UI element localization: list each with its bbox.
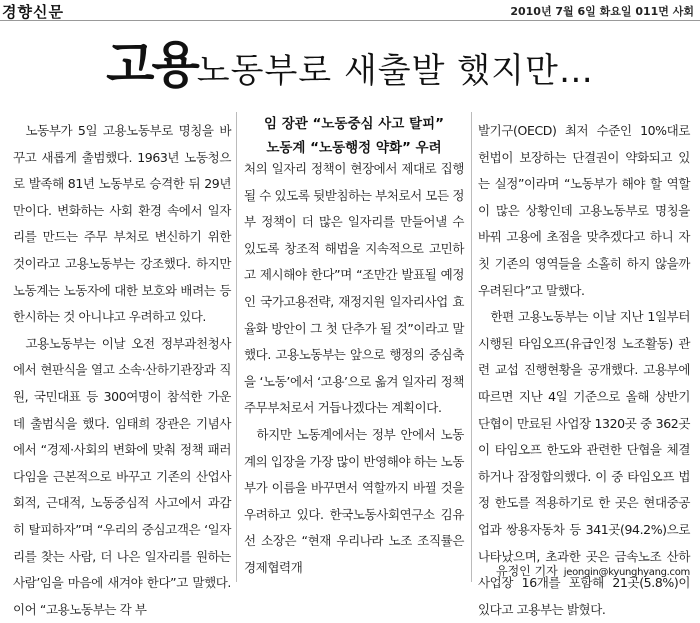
reporter-email: jeongin@kyunghyang.com — [563, 567, 690, 578]
article-column-3 — [478, 118, 690, 617]
top-bar — [0, 0, 700, 21]
subheadline-line-2: 노동계 “노동행정 약화” 우려 — [266, 140, 442, 156]
paragraph: 하지만 노동계에서는 정부 안에서 노동계의 입장을 가장 많이 반영해야 하는 노동부가 이름을 바꾸면서 역할까지 바뀔 것을 우려하고 있다. 한국노동사회연구소 김유선 소장은 “현재 우리나라 노조 조직률은 경제협력개 — [244, 426, 464, 575]
paragraph: 발기구(OECD) 최저 수준인 10%대로 헌법이 보장하는 단결권이 약화되고 있는 실정”이라며 “노동부가 해야 할 역할이 많은 상황인데 고용노동부로 명칭을 바꿔 고용에 초점을 맞추겠다고 하니 자칫 기존의 영역들을 소홀히 하지 않을까 우려된다”고 말했다. — [478, 123, 690, 298]
paragraph: 고용노동부는 이날 오전 정부과천청사에서 현판식을 열고 소속·산하기관장과 직원, 국민대표 등 300여명이 참석한 가운데 출범식을 했다. 임태희 장관은 기념사에서 “경제·사회의 변화에 맞춰 정책 패러다임을 근본적으로 바꾸고 기존의 산업사회적, 근대적, 노동중심적 사고에서 과감히 탈피하자”며 “우리의 중심고객은 ‘일자리를 찾는 사람, 더 나은 일자리를 원하는 사람’임을 마음에 새겨야 한다”고 말했다. 이어 “고용노동부는 각 부 — [13, 335, 231, 617]
byline — [478, 562, 690, 582]
headline — [0, 25, 700, 95]
newspaper-masthead: 경향신문 — [2, 3, 64, 21]
column-divider — [471, 112, 472, 582]
article-column-2 — [244, 156, 464, 581]
subheadline-line-1: 임 장관 “노동중심 사고 탈피” — [264, 116, 444, 132]
paragraph: 노동부가 5일 고용노동부로 명칭을 바꾸고 새롭게 출범했다. 1963년 노동청으로 발족해 81년 노동부로 승격한 뒤 29년 만이다. 변화하는 사회 환경 속에서 일자리를 만드는 주무 부처로 변신하기 위한 것이라고 고용노동부는 강조했다. 하지만 노동계는 노동자에 대한 보호와 배려는 등한시하는 것 아니냐고 우려하고 있다. — [13, 123, 231, 325]
paragraph: 한편 고용노동부는 이날 지난 1일부터 시행된 타임오프(유급인정 노조활동) 관련 교섭 진행현황을 공개했다. 고용부에 따르면 지난 4일 기준으로 올해 상반기 단협이 만료된 사업장 1320곳 중 362곳이 타임오프 한도와 관련한 단협을 체결하거나 잠정합의했다. 이 중 타임오프 법정 한도를 적용하기로 한 곳은 현대중공업과 쌍용자동차 등 341곳(94.2%)으로 나타났으며, 초과한 곳은 금속노조 산하 사업장 16개를 포함해 21곳(5.8%)이 있다고 고용부는 밝혔다. — [478, 309, 690, 617]
subheadline — [236, 112, 472, 156]
paragraph: 처의 일자리 정책이 현장에서 제대로 집행될 수 있도록 뒷받침하는 부처로서 모든 정부 정책이 더 많은 일자리를 만들어낼 수 있도록 창조적 해법을 지속적으로 고민하고 제시해야 한다”며 “조만간 발표될 예정인 국가고용전략, 재정지원 일자리사업 효율화 방안이 그 첫 단추가 될 것”이라고 말했다. 고용노동부는 앞으로 행정의 중심축을 ‘노동’에서 ‘고용’으로 옮겨 일자리 정책 주무부처로서 거듭나겠다는 계획이다. — [244, 161, 464, 416]
headline-emphasis: 고용 — [106, 36, 197, 94]
dateline: 2010년 7월 6일 화요일 011면 사회 — [510, 5, 694, 18]
column-divider — [236, 112, 237, 582]
article-column-1 — [13, 118, 231, 617]
reporter-name: 유정인 기자 — [495, 564, 558, 578]
headline-rest: 노동부로 새출발 했지만… — [196, 51, 594, 91]
